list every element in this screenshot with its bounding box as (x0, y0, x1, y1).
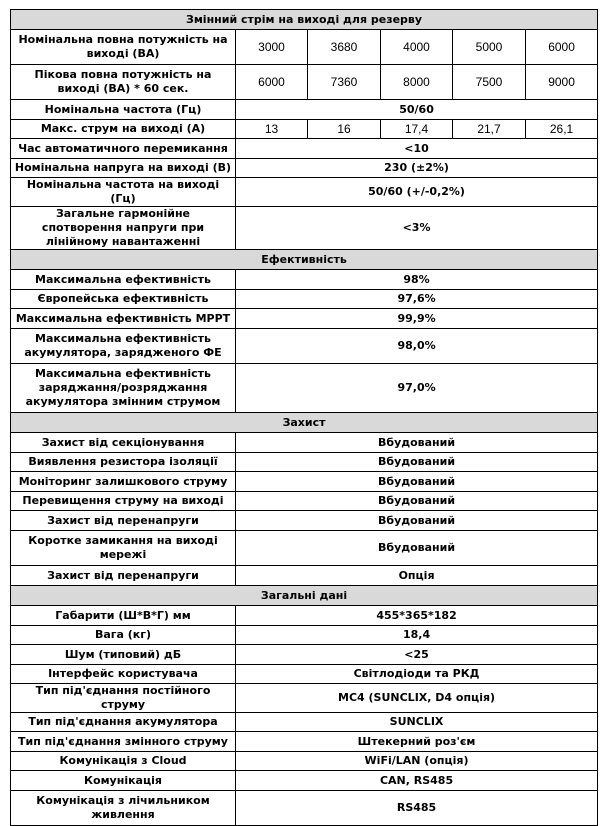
spec-value: 97,6% (236, 290, 598, 309)
spec-label: Тип під'єднання змінного струму (11, 732, 236, 752)
spec-value: Вбудований (236, 472, 598, 492)
spec-row (11, 433, 598, 453)
spec-row (11, 178, 598, 207)
spec-value: 13 (236, 120, 308, 139)
spec-value: 98% (236, 270, 598, 290)
spec-value: 50/60 (236, 100, 598, 120)
spec-value: 50/60 (+/-0,2%) (236, 178, 598, 207)
spec-value: 8000 (381, 65, 453, 100)
spec-value: RS485 (236, 791, 598, 826)
spec-row (11, 684, 598, 713)
spec-label: Пікова повна потужність на виході (ВА) * 60 сек. (11, 65, 236, 100)
spec-label: Тип під'єднання постійного струму (11, 684, 236, 713)
spec-label: Захист від перенапруги (11, 511, 236, 531)
spec-label: Комунікація з лічильником живлення (11, 791, 236, 826)
spec-row (11, 472, 598, 492)
spec-row (11, 309, 598, 329)
spec-value: WiFi/LAN (опція) (236, 752, 598, 771)
spec-row (11, 665, 598, 684)
spec-value: MC4 (SUNCLIX, D4 опція) (236, 684, 598, 713)
spec-value: 18,4 (236, 626, 598, 645)
spec-row (11, 531, 598, 566)
spec-value: 6000 (526, 30, 598, 65)
spec-value: SUNCLIX (236, 713, 598, 732)
spec-row (11, 566, 598, 586)
spec-value: 230 (±2%) (236, 159, 598, 178)
spec-value: 455*365*182 (236, 606, 598, 626)
spec-row (11, 364, 598, 413)
spec-label: Шум (типовий) дБ (11, 645, 236, 665)
spec-row (11, 752, 598, 771)
spec-row (11, 30, 598, 65)
spec-row (11, 492, 598, 511)
spec-label: Макс. струм на виході (А) (11, 120, 236, 139)
spec-value: <25 (236, 645, 598, 665)
spec-value: Світлодіоди та РКД (236, 665, 598, 684)
spec-row (11, 511, 598, 531)
spec-value: Вбудований (236, 433, 598, 453)
spec-row (11, 290, 598, 309)
spec-label: Максимальна ефективність заряджання/розряджання акумулятора змінним струмом (11, 364, 236, 413)
spec-label: Тип під'єднання акумулятора (11, 713, 236, 732)
spec-label: Максимальна ефективність МРРТ (11, 309, 236, 329)
spec-value: 3000 (236, 30, 308, 65)
spec-row (11, 791, 598, 826)
spec-value: 16 (308, 120, 381, 139)
spec-value: Штекерний роз'єм (236, 732, 598, 752)
spec-label: Інтерфейс користувача (11, 665, 236, 684)
spec-value: 17,4 (381, 120, 453, 139)
spec-label: Захист від перенапруги (11, 566, 236, 586)
spec-label: Коротке замикання на виході мережі (11, 531, 236, 566)
spec-value: Опція (236, 566, 598, 586)
spec-label: Європейська ефективність (11, 290, 236, 309)
section-header (11, 250, 598, 270)
spec-label: Максимальна ефективність акумулятора, зарядженого ФЕ (11, 329, 236, 364)
section-header (11, 10, 598, 30)
spec-value: <3% (236, 207, 598, 250)
spec-value: 97,0% (236, 364, 598, 413)
spec-label: Час автоматичного перемикання (11, 139, 236, 159)
spec-value: Вбудований (236, 511, 598, 531)
spec-row (11, 159, 598, 178)
spec-value: 6000 (236, 65, 308, 100)
spec-value: 7500 (453, 65, 526, 100)
spec-label: Моніторинг залишкового струму (11, 472, 236, 492)
spec-row (11, 207, 598, 250)
section-title: Загальні дані (11, 586, 598, 606)
section-title: Змінний стрім на виході для резерву (11, 10, 598, 30)
spec-row (11, 120, 598, 139)
spec-label: Номінальна частота на виході (Гц) (11, 178, 236, 207)
spec-value: 21,7 (453, 120, 526, 139)
spec-row (11, 453, 598, 472)
spec-label: Загальне гармонійне спотворення напруги при лінійному навантаженні (11, 207, 236, 250)
section-header (11, 586, 598, 606)
section-title: Ефективність (11, 250, 598, 270)
section-header (11, 413, 598, 433)
spec-label: Габарити (Ш*В*Г) мм (11, 606, 236, 626)
spec-label: Виявлення резистора ізоляції (11, 453, 236, 472)
spec-label: Номінальна частота (Гц) (11, 100, 236, 120)
section-title: Захист (11, 413, 598, 433)
spec-row (11, 606, 598, 626)
spec-label: Максимальна ефективність (11, 270, 236, 290)
spec-row (11, 139, 598, 159)
spec-value: Вбудований (236, 492, 598, 511)
spec-row (11, 732, 598, 752)
spec-value: Вбудований (236, 531, 598, 566)
spec-row (11, 100, 598, 120)
spec-value: CAN, RS485 (236, 771, 598, 791)
spec-value: 26,1 (526, 120, 598, 139)
spec-value: 5000 (453, 30, 526, 65)
spec-row (11, 626, 598, 645)
spec-row (11, 645, 598, 665)
spec-row (11, 713, 598, 732)
spec-table (10, 9, 598, 826)
spec-value: 4000 (381, 30, 453, 65)
spec-label: Захист від секціонування (11, 433, 236, 453)
spec-label: Комунікація (11, 771, 236, 791)
spec-value: 9000 (526, 65, 598, 100)
spec-value: 3680 (308, 30, 381, 65)
spec-row (11, 329, 598, 364)
spec-value: 7360 (308, 65, 381, 100)
spec-row (11, 65, 598, 100)
spec-label: Вага (кг) (11, 626, 236, 645)
spec-value: Вбудований (236, 453, 598, 472)
spec-label: Номінальна напруга на виході (В) (11, 159, 236, 178)
spec-row (11, 771, 598, 791)
spec-value: 98,0% (236, 329, 598, 364)
spec-row (11, 270, 598, 290)
spec-value: <10 (236, 139, 598, 159)
spec-label: Номінальна повна потужність на виході (ВА) (11, 30, 236, 65)
spec-label: Комунікація з Cloud (11, 752, 236, 771)
spec-value: 99,9% (236, 309, 598, 329)
spec-label: Перевищення струму на виході (11, 492, 236, 511)
